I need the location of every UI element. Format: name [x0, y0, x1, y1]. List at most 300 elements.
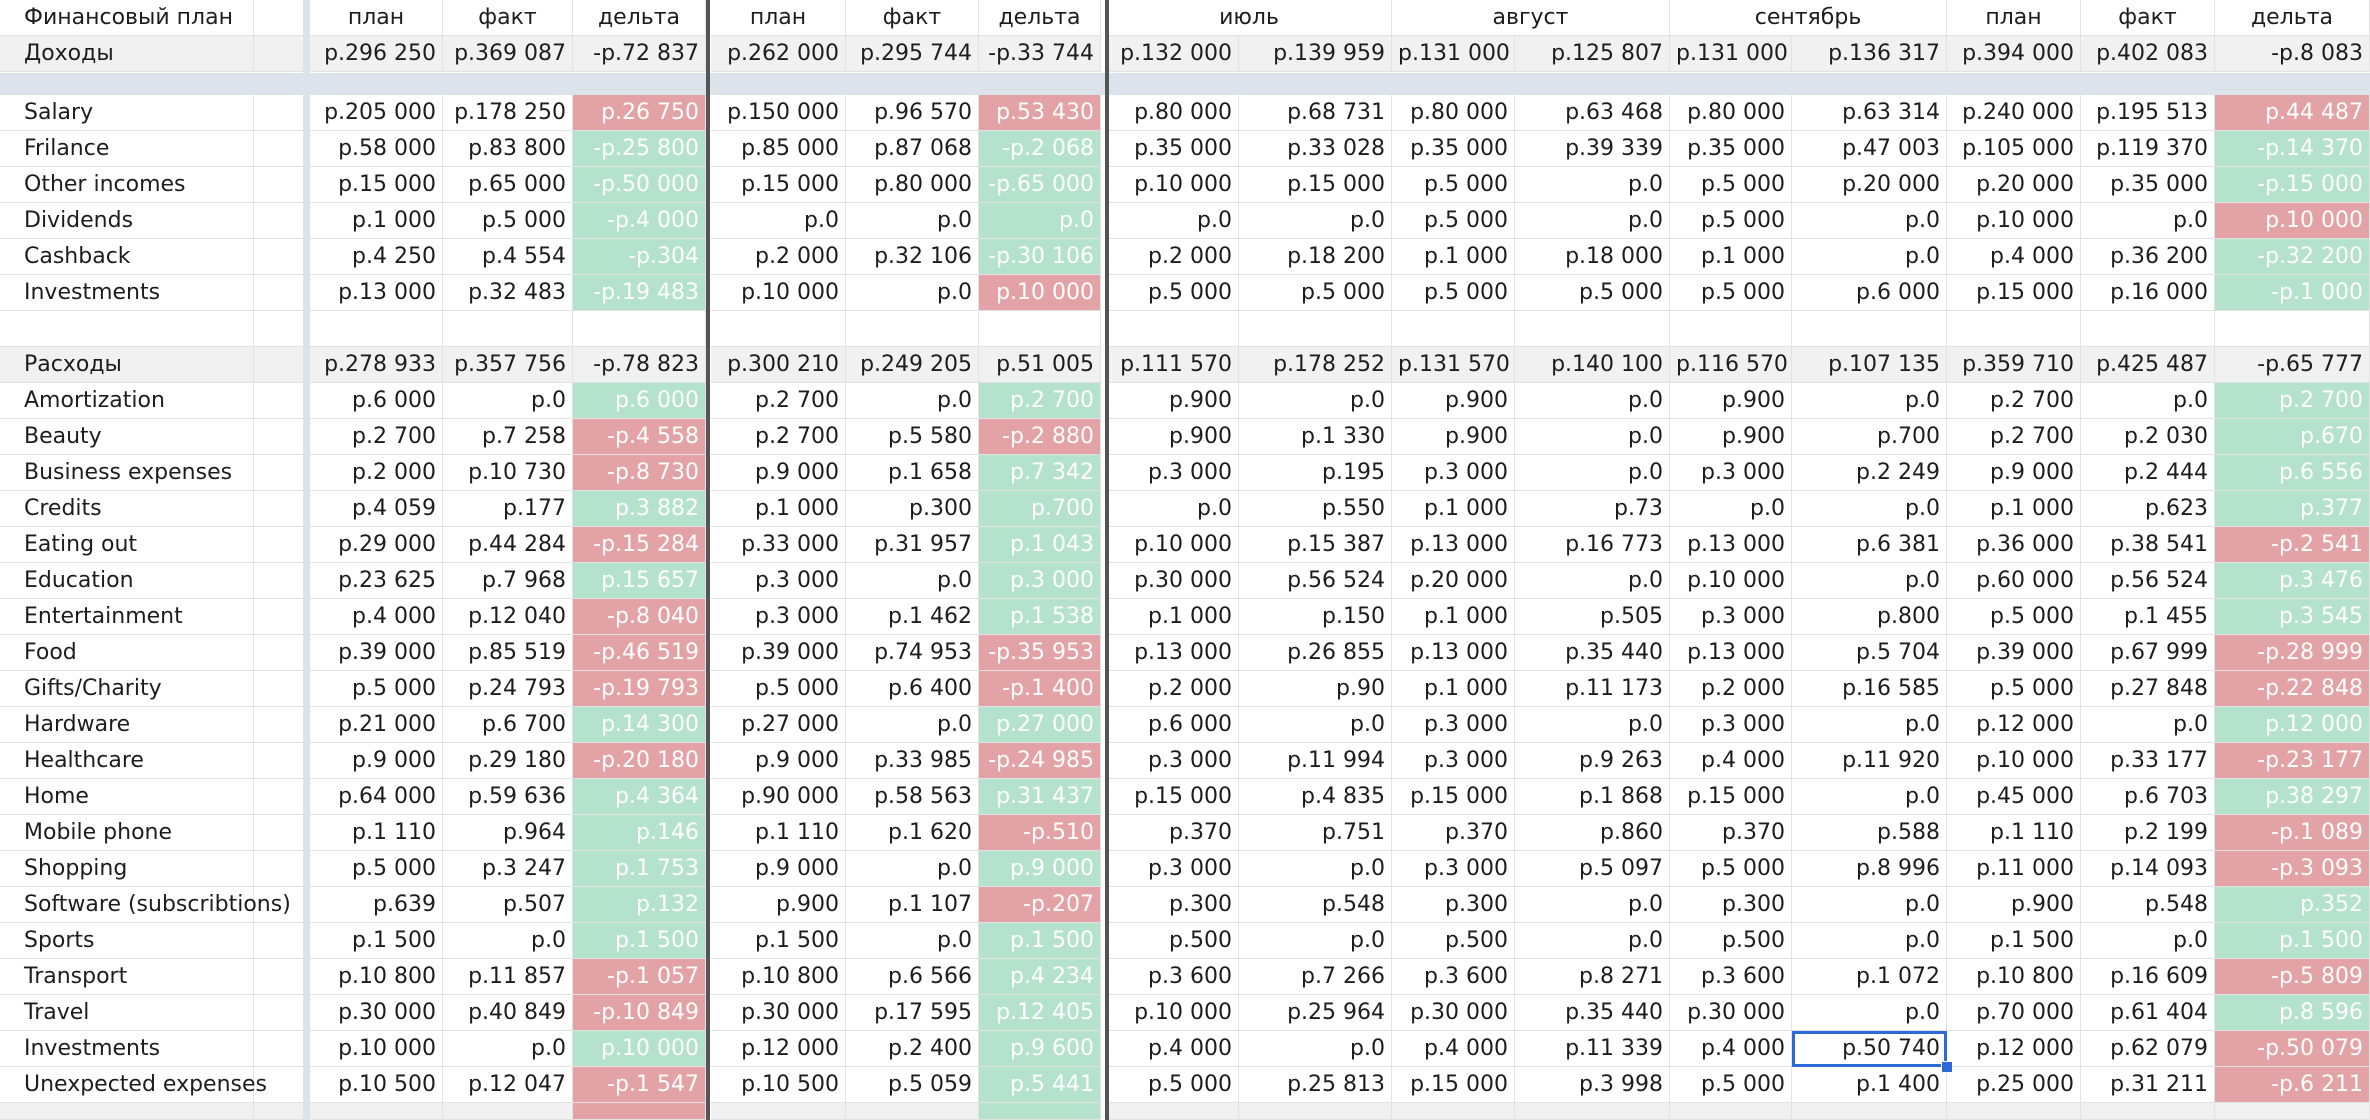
row-label[interactable]: Доходы — [0, 36, 254, 72]
value-cell[interactable]: р.10 000 — [2215, 203, 2370, 239]
value-cell[interactable]: р.80 000 — [1670, 95, 1792, 131]
value-cell[interactable]: р.90 — [1239, 671, 1392, 707]
value-cell[interactable]: р.125 807 — [1515, 36, 1670, 72]
empty-cell[interactable] — [1392, 1103, 1515, 1120]
value-cell[interactable]: -р.1 089 — [2215, 815, 2370, 851]
value-cell[interactable]: р.2 000 — [711, 239, 846, 275]
value-cell[interactable]: р.73 — [1515, 491, 1670, 527]
value-cell[interactable]: р.900 — [1670, 419, 1792, 455]
value-cell[interactable]: р.195 — [1239, 455, 1392, 491]
empty-cell[interactable] — [443, 1103, 573, 1120]
value-cell[interactable]: р.370 — [1670, 815, 1792, 851]
value-cell[interactable]: р.6 000 — [1792, 275, 1947, 311]
value-cell[interactable]: р.6 700 — [443, 707, 573, 743]
value-cell[interactable]: р.25 964 — [1239, 995, 1392, 1031]
value-cell[interactable]: р.700 — [1792, 419, 1947, 455]
value-cell[interactable]: р.10 800 — [711, 959, 846, 995]
spacer-cell[interactable] — [254, 923, 305, 959]
value-cell[interactable]: р.195 513 — [2081, 95, 2215, 131]
value-cell[interactable]: р.0 — [1515, 383, 1670, 419]
value-cell[interactable]: р.0 — [711, 203, 846, 239]
value-cell[interactable] — [1392, 311, 1515, 347]
value-cell[interactable]: р.900 — [711, 887, 846, 923]
value-cell[interactable]: р.11 000 — [1947, 851, 2081, 887]
value-cell[interactable]: р.85 000 — [711, 131, 846, 167]
value-cell[interactable]: р.10 500 — [310, 1067, 443, 1103]
value-cell[interactable]: р.9 000 — [979, 851, 1101, 887]
value-cell[interactable]: р.1 000 — [1392, 671, 1515, 707]
value-cell[interactable]: р.425 487 — [2081, 347, 2215, 383]
value-cell[interactable]: р.15 000 — [1670, 779, 1792, 815]
value-cell[interactable]: р.900 — [1392, 383, 1515, 419]
value-cell[interactable]: р.38 541 — [2081, 527, 2215, 563]
value-cell[interactable]: р.15 000 — [1392, 1067, 1515, 1103]
value-cell[interactable]: -р.4 000 — [573, 203, 706, 239]
row-label[interactable]: Eating out — [0, 527, 254, 563]
value-cell[interactable]: р.4 250 — [310, 239, 443, 275]
value-cell[interactable]: р.9 000 — [1947, 455, 2081, 491]
value-cell[interactable]: р.0 — [1792, 995, 1947, 1031]
value-cell[interactable]: р.6 566 — [846, 959, 979, 995]
value-cell[interactable]: -р.2 068 — [979, 131, 1101, 167]
value-cell[interactable]: р.0 — [1107, 491, 1239, 527]
value-cell[interactable]: р.3 000 — [1670, 599, 1792, 635]
value-cell[interactable]: р.35 000 — [2081, 167, 2215, 203]
value-cell[interactable]: р.0 — [979, 203, 1101, 239]
value-cell[interactable]: р.1 110 — [1947, 815, 2081, 851]
value-cell[interactable]: р.67 999 — [2081, 635, 2215, 671]
value-cell[interactable]: р.3 600 — [1392, 959, 1515, 995]
row-label[interactable]: Travel — [0, 995, 254, 1031]
value-cell[interactable]: р.0 — [1107, 203, 1239, 239]
column-header[interactable]: план — [1947, 0, 2081, 36]
spacer-cell[interactable] — [254, 167, 305, 203]
value-cell[interactable]: р.0 — [1792, 779, 1947, 815]
value-cell[interactable]: р.2 400 — [846, 1031, 979, 1067]
value-cell[interactable]: р.0 — [1515, 455, 1670, 491]
value-cell[interactable]: р.23 625 — [310, 563, 443, 599]
value-cell[interactable]: р.44 487 — [2215, 95, 2370, 131]
spacer-cell[interactable] — [254, 743, 305, 779]
value-cell[interactable]: р.13 000 — [1107, 635, 1239, 671]
value-cell[interactable]: р.20 000 — [1947, 167, 2081, 203]
value-cell[interactable]: р.1 500 — [573, 923, 706, 959]
value-cell[interactable]: р.4 000 — [1670, 1031, 1792, 1067]
value-cell[interactable]: р.2 030 — [2081, 419, 2215, 455]
value-cell[interactable]: р.80 000 — [1392, 95, 1515, 131]
value-cell[interactable]: р.1 500 — [1947, 923, 2081, 959]
value-cell[interactable]: р.0 — [1239, 203, 1392, 239]
value-cell[interactable]: р.8 596 — [2215, 995, 2370, 1031]
value-cell[interactable]: р.1 110 — [711, 815, 846, 851]
row-label[interactable]: Software (subscribtions) — [0, 887, 254, 923]
value-cell[interactable]: р.16 585 — [1792, 671, 1947, 707]
value-cell[interactable]: р.74 953 — [846, 635, 979, 671]
column-header[interactable]: дельта — [979, 0, 1101, 36]
value-cell[interactable]: -р.33 744 — [979, 36, 1101, 72]
value-cell[interactable]: р.500 — [1392, 923, 1515, 959]
value-cell[interactable]: р.21 000 — [310, 707, 443, 743]
value-cell[interactable]: р.32 483 — [443, 275, 573, 311]
value-cell[interactable]: р.700 — [979, 491, 1101, 527]
value-cell[interactable]: р.150 — [1239, 599, 1392, 635]
value-cell[interactable]: р.15 000 — [1392, 779, 1515, 815]
value-cell[interactable]: р.13 000 — [310, 275, 443, 311]
value-cell[interactable]: р.131 000 — [1392, 36, 1515, 72]
empty-cell[interactable] — [979, 1103, 1101, 1120]
value-cell[interactable]: р.0 — [2081, 707, 2215, 743]
value-cell[interactable]: р.3 000 — [1670, 455, 1792, 491]
value-cell[interactable]: -р.2 541 — [2215, 527, 2370, 563]
value-cell[interactable]: р.1 462 — [846, 599, 979, 635]
value-cell[interactable]: р.964 — [443, 815, 573, 851]
value-cell[interactable] — [979, 311, 1101, 347]
value-cell[interactable]: р.4 000 — [1107, 1031, 1239, 1067]
value-cell[interactable]: р.58 563 — [846, 779, 979, 815]
value-cell[interactable]: -р.304 — [573, 239, 706, 275]
value-cell[interactable]: р.300 — [846, 491, 979, 527]
value-cell[interactable]: р.38 297 — [2215, 779, 2370, 815]
value-cell[interactable]: р.0 — [443, 1031, 573, 1067]
value-cell[interactable]: р.1 000 — [1947, 491, 2081, 527]
value-cell[interactable]: р.3 545 — [2215, 599, 2370, 635]
value-cell[interactable]: р.0 — [1792, 491, 1947, 527]
value-cell[interactable]: р.27 000 — [979, 707, 1101, 743]
value-cell[interactable] — [2081, 311, 2215, 347]
spacer-cell[interactable] — [254, 311, 305, 347]
value-cell[interactable]: р.300 — [1670, 887, 1792, 923]
value-cell[interactable]: р.0 — [1515, 887, 1670, 923]
value-cell[interactable]: р.0 — [443, 923, 573, 959]
row-label[interactable]: Gifts/Charity — [0, 671, 254, 707]
fill-handle[interactable] — [1941, 1061, 1953, 1073]
value-cell[interactable]: р.548 — [2081, 887, 2215, 923]
value-cell[interactable]: р.10 000 — [1947, 743, 2081, 779]
value-cell[interactable]: р.11 857 — [443, 959, 573, 995]
value-cell[interactable]: р.13 000 — [1392, 527, 1515, 563]
value-cell[interactable]: р.39 000 — [711, 635, 846, 671]
value-cell[interactable]: р.4 234 — [979, 959, 1101, 995]
value-cell[interactable]: -р.20 180 — [573, 743, 706, 779]
value-cell[interactable]: р.39 000 — [310, 635, 443, 671]
column-header[interactable]: факт — [443, 0, 573, 36]
value-cell[interactable]: р.5 000 — [1670, 851, 1792, 887]
empty-cell[interactable] — [2215, 1103, 2370, 1120]
value-cell[interactable]: р.369 087 — [443, 36, 573, 72]
value-cell[interactable]: р.15 657 — [573, 563, 706, 599]
spacer-cell[interactable] — [254, 347, 305, 383]
value-cell[interactable]: р.59 636 — [443, 779, 573, 815]
value-cell[interactable]: р.5 000 — [1670, 1067, 1792, 1103]
value-cell[interactable]: р.0 — [846, 383, 979, 419]
value-cell[interactable]: р.10 000 — [711, 275, 846, 311]
value-cell[interactable]: р.10 000 — [1107, 995, 1239, 1031]
row-label[interactable]: Investments — [0, 1031, 254, 1067]
value-cell[interactable]: р.0 — [443, 383, 573, 419]
value-cell[interactable]: р.85 519 — [443, 635, 573, 671]
value-cell[interactable]: р.394 000 — [1947, 36, 2081, 72]
value-cell[interactable]: р.80 000 — [1107, 95, 1239, 131]
value-cell[interactable]: р.16 000 — [2081, 275, 2215, 311]
value-cell[interactable]: р.5 000 — [1947, 671, 2081, 707]
value-cell[interactable]: р.51 005 — [979, 347, 1101, 383]
value-cell[interactable]: р.1 330 — [1239, 419, 1392, 455]
value-cell[interactable]: р.1 107 — [846, 887, 979, 923]
value-cell[interactable]: р.10 000 — [310, 1031, 443, 1067]
value-cell[interactable]: р.16 609 — [2081, 959, 2215, 995]
empty-cell[interactable] — [1947, 1103, 2081, 1120]
value-cell[interactable]: р.0 — [846, 563, 979, 599]
column-header[interactable]: дельта — [573, 0, 706, 36]
value-cell[interactable]: р.18 200 — [1239, 239, 1392, 275]
value-cell[interactable]: р.63 468 — [1515, 95, 1670, 131]
value-cell[interactable]: р.13 000 — [1670, 635, 1792, 671]
value-cell[interactable]: р.1 072 — [1792, 959, 1947, 995]
value-cell[interactable]: р.3 247 — [443, 851, 573, 887]
value-cell[interactable]: р.6 400 — [846, 671, 979, 707]
value-cell[interactable]: р.80 000 — [846, 167, 979, 203]
value-cell[interactable]: р.359 710 — [1947, 347, 2081, 383]
row-label[interactable]: Dividends — [0, 203, 254, 239]
value-cell[interactable]: р.0 — [1792, 383, 1947, 419]
value-cell[interactable]: р.64 000 — [310, 779, 443, 815]
value-cell[interactable]: р.2 000 — [1670, 671, 1792, 707]
value-cell[interactable]: р.3 000 — [1392, 851, 1515, 887]
value-cell[interactable]: р.8 271 — [1515, 959, 1670, 995]
row-label[interactable]: Transport — [0, 959, 254, 995]
value-cell[interactable] — [310, 311, 443, 347]
spacer-cell[interactable] — [254, 203, 305, 239]
row-label[interactable]: Business expenses — [0, 455, 254, 491]
value-cell[interactable]: р.14 093 — [2081, 851, 2215, 887]
value-cell[interactable]: р.12 000 — [1947, 1031, 2081, 1067]
value-cell[interactable]: -р.6 211 — [2215, 1067, 2370, 1103]
empty-cell[interactable] — [1792, 1103, 1947, 1120]
value-cell[interactable]: р.96 570 — [846, 95, 979, 131]
value-cell[interactable]: р.7 968 — [443, 563, 573, 599]
value-cell[interactable]: р.2 000 — [1107, 239, 1239, 275]
spacer-cell[interactable] — [254, 959, 305, 995]
value-cell[interactable]: р.139 959 — [1239, 36, 1392, 72]
value-cell[interactable]: -р.8 040 — [573, 599, 706, 635]
value-cell[interactable]: р.249 205 — [846, 347, 979, 383]
empty-cell[interactable] — [573, 1103, 706, 1120]
column-header[interactable]: план — [711, 0, 846, 36]
value-cell[interactable]: -р.8 730 — [573, 455, 706, 491]
value-cell[interactable]: -р.207 — [979, 887, 1101, 923]
value-cell[interactable]: р.4 059 — [310, 491, 443, 527]
value-cell[interactable]: р.377 — [2215, 491, 2370, 527]
value-cell[interactable]: -р.19 793 — [573, 671, 706, 707]
value-cell[interactable]: р.70 000 — [1947, 995, 2081, 1031]
value-cell[interactable]: р.505 — [1515, 599, 1670, 635]
value-cell[interactable]: р.3 000 — [1670, 707, 1792, 743]
value-cell[interactable]: -р.23 177 — [2215, 743, 2370, 779]
spacer-cell[interactable] — [254, 491, 305, 527]
value-cell[interactable]: -р.50 079 — [2215, 1031, 2370, 1067]
value-cell[interactable]: р.2 700 — [1947, 383, 2081, 419]
value-cell[interactable]: р.1 000 — [310, 203, 443, 239]
value-cell[interactable]: р.12 405 — [979, 995, 1101, 1031]
value-cell[interactable]: р.2 700 — [711, 383, 846, 419]
value-cell[interactable]: р.1 500 — [2215, 923, 2370, 959]
spacer-cell[interactable] — [254, 275, 305, 311]
value-cell[interactable]: р.8 996 — [1792, 851, 1947, 887]
value-cell[interactable]: р.0 — [1239, 923, 1392, 959]
column-header[interactable]: июль — [1107, 0, 1392, 36]
value-cell[interactable]: р.4 554 — [443, 239, 573, 275]
value-cell[interactable]: р.296 250 — [310, 36, 443, 72]
spacer-cell[interactable] — [254, 1067, 305, 1103]
value-cell[interactable]: -р.2 880 — [979, 419, 1101, 455]
value-cell[interactable]: р.35 440 — [1515, 995, 1670, 1031]
value-cell[interactable]: р.15 000 — [711, 167, 846, 203]
value-cell[interactable]: р.24 793 — [443, 671, 573, 707]
value-cell[interactable]: р.0 — [846, 707, 979, 743]
value-cell[interactable]: р.900 — [1947, 887, 2081, 923]
value-cell[interactable]: р.11 920 — [1792, 743, 1947, 779]
row-label[interactable]: Healthcare — [0, 743, 254, 779]
value-cell[interactable]: р.0 — [846, 923, 979, 959]
value-cell[interactable]: р.36 200 — [2081, 239, 2215, 275]
value-cell[interactable]: -р.30 106 — [979, 239, 1101, 275]
value-cell[interactable]: р.1 658 — [846, 455, 979, 491]
value-cell[interactable]: р.548 — [1239, 887, 1392, 923]
value-cell[interactable]: р.35 000 — [1107, 131, 1239, 167]
value-cell[interactable]: р.623 — [2081, 491, 2215, 527]
value-cell[interactable]: р.5 000 — [1947, 599, 2081, 635]
value-cell[interactable]: р.588 — [1792, 815, 1947, 851]
value-cell[interactable]: р.35 440 — [1515, 635, 1670, 671]
value-cell[interactable]: р.4 000 — [1670, 743, 1792, 779]
value-cell[interactable]: р.3 998 — [1515, 1067, 1670, 1103]
spacer-cell[interactable] — [254, 131, 305, 167]
value-cell[interactable]: р.3 476 — [2215, 563, 2370, 599]
value-cell[interactable]: р.240 000 — [1947, 95, 2081, 131]
value-cell[interactable]: р.39 000 — [1947, 635, 2081, 671]
value-cell[interactable]: р.5 000 — [1107, 1067, 1239, 1103]
value-cell[interactable]: р.0 — [1792, 707, 1947, 743]
value-cell[interactable]: р.1 868 — [1515, 779, 1670, 815]
spacer-cell[interactable] — [254, 815, 305, 851]
value-cell[interactable]: р.9 000 — [711, 743, 846, 779]
value-cell[interactable]: р.2 000 — [310, 455, 443, 491]
value-cell[interactable]: р.15 000 — [310, 167, 443, 203]
row-label[interactable]: Food — [0, 635, 254, 671]
value-cell[interactable]: р.5 000 — [1392, 167, 1515, 203]
value-cell[interactable]: р.5 000 — [1670, 167, 1792, 203]
value-cell[interactable]: р.12 040 — [443, 599, 573, 635]
value-cell[interactable]: -р.28 999 — [2215, 635, 2370, 671]
value-cell[interactable]: р.60 000 — [1947, 563, 2081, 599]
value-cell[interactable]: р.4 000 — [1947, 239, 2081, 275]
value-cell[interactable]: -р.1 400 — [979, 671, 1101, 707]
value-cell[interactable]: р.35 000 — [1670, 131, 1792, 167]
value-cell[interactable]: р.14 300 — [573, 707, 706, 743]
spacer-cell[interactable] — [254, 851, 305, 887]
value-cell[interactable]: р.3 000 — [1107, 743, 1239, 779]
row-label[interactable]: Investments — [0, 275, 254, 311]
value-cell[interactable]: р.26 750 — [573, 95, 706, 131]
value-cell[interactable]: р.0 — [1515, 923, 1670, 959]
value-cell[interactable]: р.15 000 — [1239, 167, 1392, 203]
value-cell[interactable]: -р.1 000 — [2215, 275, 2370, 311]
row-label[interactable] — [0, 311, 254, 347]
value-cell[interactable]: р.0 — [1792, 887, 1947, 923]
value-cell[interactable]: р.0 — [1792, 203, 1947, 239]
value-cell[interactable]: р.0 — [1792, 239, 1947, 275]
spacer-cell[interactable] — [254, 995, 305, 1031]
value-cell[interactable]: р.119 370 — [2081, 131, 2215, 167]
column-header[interactable]: факт — [846, 0, 979, 36]
value-cell[interactable]: р.5 580 — [846, 419, 979, 455]
value-cell[interactable]: р.0 — [1515, 167, 1670, 203]
value-cell[interactable]: р.5 000 — [1107, 275, 1239, 311]
value-cell[interactable]: р.56 524 — [2081, 563, 2215, 599]
value-cell[interactable]: р.30 000 — [310, 995, 443, 1031]
value-cell[interactable]: -р.72 837 — [573, 36, 706, 72]
value-cell[interactable]: р.10 000 — [1107, 527, 1239, 563]
value-cell[interactable]: р.32 106 — [846, 239, 979, 275]
value-cell[interactable]: р.47 003 — [1792, 131, 1947, 167]
value-cell[interactable]: р.7 266 — [1239, 959, 1392, 995]
value-cell[interactable]: -р.35 953 — [979, 635, 1101, 671]
value-cell[interactable]: -р.1 547 — [573, 1067, 706, 1103]
value-cell[interactable]: -р.8 083 — [2215, 36, 2370, 72]
value-cell[interactable]: р.68 731 — [1239, 95, 1392, 131]
value-cell[interactable]: -р.24 985 — [979, 743, 1101, 779]
value-cell[interactable]: р.150 000 — [711, 95, 846, 131]
value-cell[interactable]: р.44 284 — [443, 527, 573, 563]
value-cell[interactable]: р.370 — [1107, 815, 1239, 851]
column-header[interactable]: дельта — [2215, 0, 2370, 36]
value-cell[interactable]: р.4 364 — [573, 779, 706, 815]
value-cell[interactable]: -р.46 519 — [573, 635, 706, 671]
value-cell[interactable]: р.10 000 — [1947, 203, 2081, 239]
empty-cell[interactable] — [1670, 1103, 1792, 1120]
value-cell[interactable] — [2215, 311, 2370, 347]
value-cell[interactable]: р.0 — [1670, 491, 1792, 527]
value-cell[interactable]: р.357 756 — [443, 347, 573, 383]
value-cell[interactable]: р.105 000 — [1947, 131, 2081, 167]
value-cell[interactable]: -р.14 370 — [2215, 131, 2370, 167]
row-label[interactable]: Home — [0, 779, 254, 815]
value-cell[interactable] — [1239, 311, 1392, 347]
value-cell[interactable]: р.670 — [2215, 419, 2370, 455]
spacer-cell[interactable] — [254, 239, 305, 275]
value-cell[interactable]: р.26 855 — [1239, 635, 1392, 671]
value-cell[interactable]: р.10 800 — [1947, 959, 2081, 995]
value-cell[interactable]: р.33 985 — [846, 743, 979, 779]
value-cell[interactable]: р.31 957 — [846, 527, 979, 563]
value-cell[interactable]: -р.22 848 — [2215, 671, 2370, 707]
value-cell[interactable]: р.2 249 — [1792, 455, 1947, 491]
value-cell[interactable]: р.5 000 — [310, 851, 443, 887]
value-cell[interactable]: р.4 000 — [310, 599, 443, 635]
spacer-cell[interactable] — [254, 419, 305, 455]
value-cell[interactable]: р.29 180 — [443, 743, 573, 779]
spacer-cell[interactable] — [254, 599, 305, 635]
value-cell[interactable]: р.1 753 — [573, 851, 706, 887]
value-cell[interactable]: р.639 — [310, 887, 443, 923]
value-cell[interactable]: р.87 068 — [846, 131, 979, 167]
value-cell[interactable]: р.5 000 — [1392, 275, 1515, 311]
value-cell[interactable]: р.0 — [1792, 563, 1947, 599]
spacer-cell[interactable] — [254, 707, 305, 743]
value-cell[interactable]: р.4 835 — [1239, 779, 1392, 815]
value-cell[interactable]: р.262 000 — [711, 36, 846, 72]
column-header[interactable]: сентябрь — [1670, 0, 1947, 36]
